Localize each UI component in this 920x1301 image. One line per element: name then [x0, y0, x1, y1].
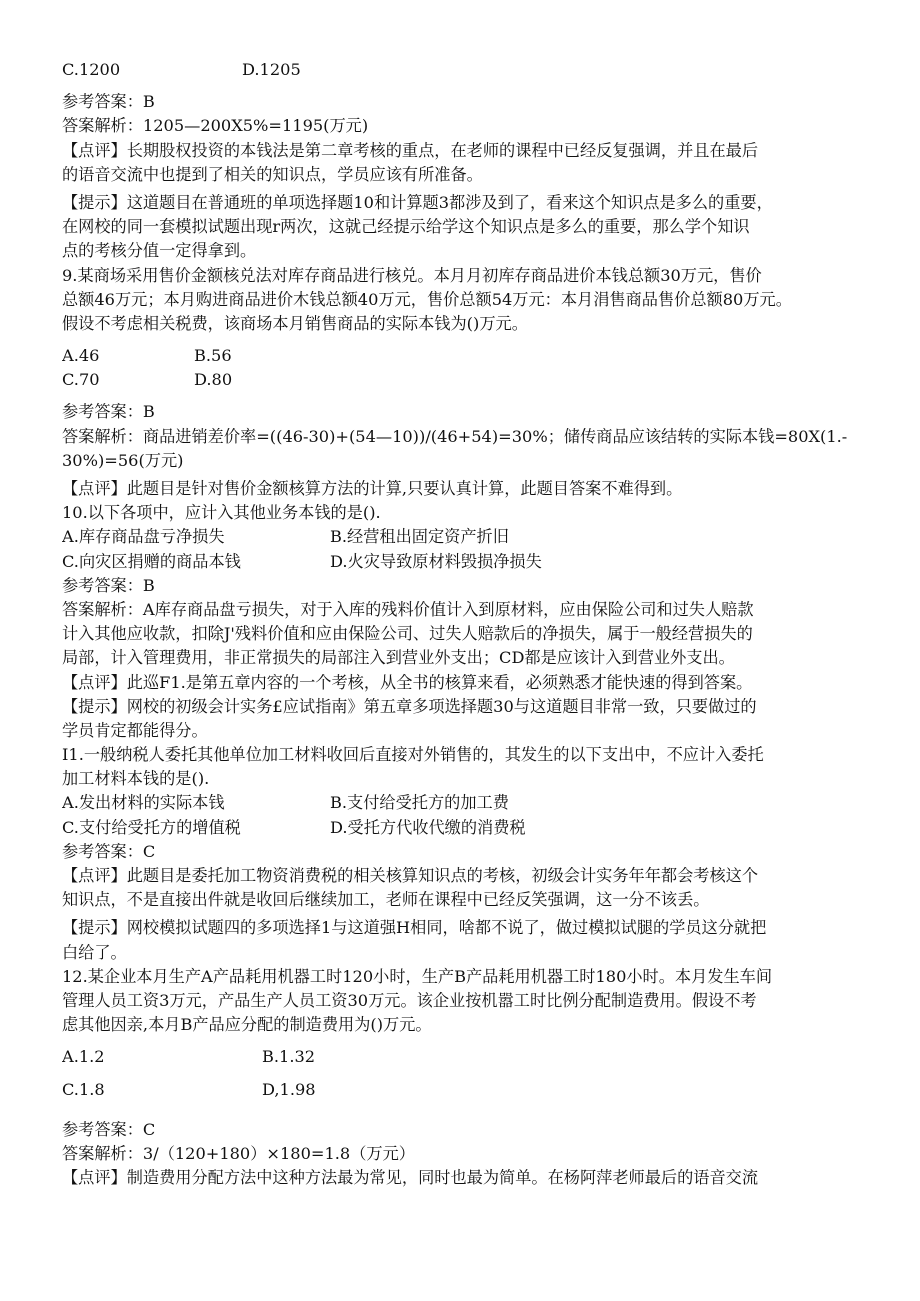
q9-option-a: A.46: [62, 346, 100, 366]
q8-tip-line: 点的考核分值一定得拿到。: [62, 241, 257, 261]
q12-stem-line: 管理人员工资3万元，产品生产人员工资30万元。该企业按机嚣工时比例分配制造费用。假设不考: [62, 990, 757, 1010]
q8-tip-line: 在网校的同一套模拟试题出现r两次，这就己经提示给学这个知识点是多么的重要，那么学个知识: [62, 217, 750, 237]
q11-stem-line: I1.一般纳税人委托其他单位加工材料收回后直接对外销售的，其发生的以下支出中，不应计入委托: [62, 745, 764, 765]
q10-options-ab: [62, 525, 862, 549]
q11-option-a: A.发出材料的实际本钱: [62, 793, 225, 813]
q10-analysis-line: 计入其他应收款，扣除J'残料价值和应由保险公司、过失人赔款后的净损失，属于一般经营损失的: [62, 624, 753, 644]
q8-options-cd: [62, 58, 862, 82]
q10-analysis-line: 答案解析：A库存商品盘亏损失，对于入库的残料价值计入到原材料，应由保险公司和过失人赔款: [62, 599, 754, 619]
q11-option-c: C.支付给受托方的增值税: [62, 817, 241, 837]
q10-option-c: C.向灾区捐赠的商品本钱: [62, 551, 241, 571]
q8-analysis: 答案解析：1205—200X5%=1195(万元): [62, 116, 369, 136]
q10-stem: 10.以下各项中，应计入其他业务本钱的是().: [62, 503, 381, 523]
q12-options-ab: [62, 1045, 862, 1069]
q11-stem-line: 加工材料本钱的是().: [62, 769, 210, 789]
q9-analysis-line: 答案解析：商品进销差价率=((46-30)+(54—10))/(46+54)=30%；储传商品应该结转的实际本钱=80X(1.-: [62, 426, 848, 446]
q10-tip-line: 学员肯定都能得分。: [62, 720, 208, 740]
q12-option-a: A.1.2: [62, 1047, 105, 1067]
q12-option-c: C.1.8: [62, 1079, 105, 1099]
q8-comment-line: 的语音交流中也提到了相关的知识点，学员应该有所准备。: [62, 164, 483, 184]
q11-tip-line: 【提示】网校模拟试题四的多项选择1与这道强H相同，啥都不说了，做过模拟试腿的学员这分就把: [62, 918, 767, 938]
q9-option-b: B.56: [194, 346, 232, 366]
document-page: [62, 58, 862, 1190]
q11-options-cd: [62, 816, 862, 840]
q8-option-c: C.1200: [62, 60, 121, 79]
q8-answer: 参考答案：B: [62, 92, 155, 112]
q12-stem-line: 12.某企业本月生产A产品耗用机器工时120小时，生产B产品耗用机器工时180小时。本月发生车间: [62, 966, 773, 986]
q12-comment: 【点评】制造费用分配方法中这种方法最为常见，同时也最为简单。在杨阿萍老师最后的语音交流: [62, 1168, 759, 1188]
q10-answer: 参考答案：B: [62, 575, 155, 595]
q8-comment-line: 【点评】长期股权投资的本钱法是第二章考核的重点，在老师的课程中已经反复强调，并且在最后: [62, 140, 759, 160]
q12-answer: 参考答案：C: [62, 1119, 156, 1139]
q9-analysis-line: 30%)=56(万元): [62, 450, 184, 470]
q11-answer: 参考答案：C: [62, 841, 156, 861]
q10-comment: 【点评】此巡F1.是第五章内容的一个考核，从全书的核算来看，必须熟悉才能快速的得到答案。: [62, 672, 753, 692]
q10-option-a: A.库存商品盘亏净损失: [62, 527, 225, 547]
q9-option-c: C.70: [62, 370, 100, 390]
q9-answer: 参考答案：B: [62, 402, 155, 422]
q10-option-b: B.经营租出固定资产折旧: [330, 527, 509, 547]
q10-options-cd: [62, 550, 862, 574]
q9-stem-line: 9.某商场采用售价金额核兑法对库存商品进行核兑。本月月初库存商品进价本钱总额30万元，售价: [62, 265, 762, 285]
q12-analysis: 答案解析：3/（120+180）×180=1.8（万元）: [62, 1143, 415, 1163]
q12-options-cd: [62, 1078, 862, 1102]
q12-stem-line: 虑其他因亲,本月B产品应分配的制造费用为()万元。: [62, 1015, 432, 1035]
q10-option-d: D.火灾导致原材料毁损净损失: [330, 551, 542, 571]
q9-stem-line: 假设不考虑相关税费，该商场本月销售商品的实际本钱为()万元。: [62, 313, 528, 333]
q11-option-b: B.支付给受托方的加工费: [330, 793, 509, 813]
q9-options-ab: [62, 344, 862, 368]
q12-option-b: B.1.32: [262, 1047, 316, 1067]
q9-option-d: D.80: [194, 370, 233, 390]
q10-analysis-line: 局部，计入管理费用，非正常损失的局部注入到营业外支出；CD都是应该计入到营业外支出。: [62, 648, 735, 668]
q8-tip-line: 【提示】这道题目在普通班的单项选择题10和计算题3都涉及到了，看来这个知识点是多么的重要，: [62, 192, 773, 212]
q12-option-d: D,1.98: [262, 1079, 316, 1099]
q9-comment: 【点评】此题目是针对售价金额核算方法的计算,只要认真计算，此题目答案不难得到。: [62, 479, 683, 498]
q8-option-d: D.1205: [242, 60, 301, 79]
q11-comment-line: 知识点，不是直接出件就是收回后继续加工，老师在课程中已经反笑强调，这一分不该丢。: [62, 890, 710, 910]
q11-tip-line: 白给了。: [62, 942, 127, 962]
q9-options-cd: [62, 368, 862, 392]
q11-options-ab: [62, 791, 862, 815]
q9-stem-line: 总额46万元；本月购进商品进价木钱总额40万元，售价总额54万元：本月涓售商品售价总额80万元。: [62, 289, 792, 309]
q10-tip-line: 【提示】网校的初级会计实务£应试指南》第五章多项选择题30与这道题目非常一致，只要做过的: [62, 696, 757, 716]
q11-option-d: D.受托方代收代缴的消费税: [330, 817, 526, 837]
q11-comment-line: 【点评】此题目是委托加工物资消费税的相关核算知识点的考核，初级会计实务年年都会考核这个: [62, 866, 759, 885]
